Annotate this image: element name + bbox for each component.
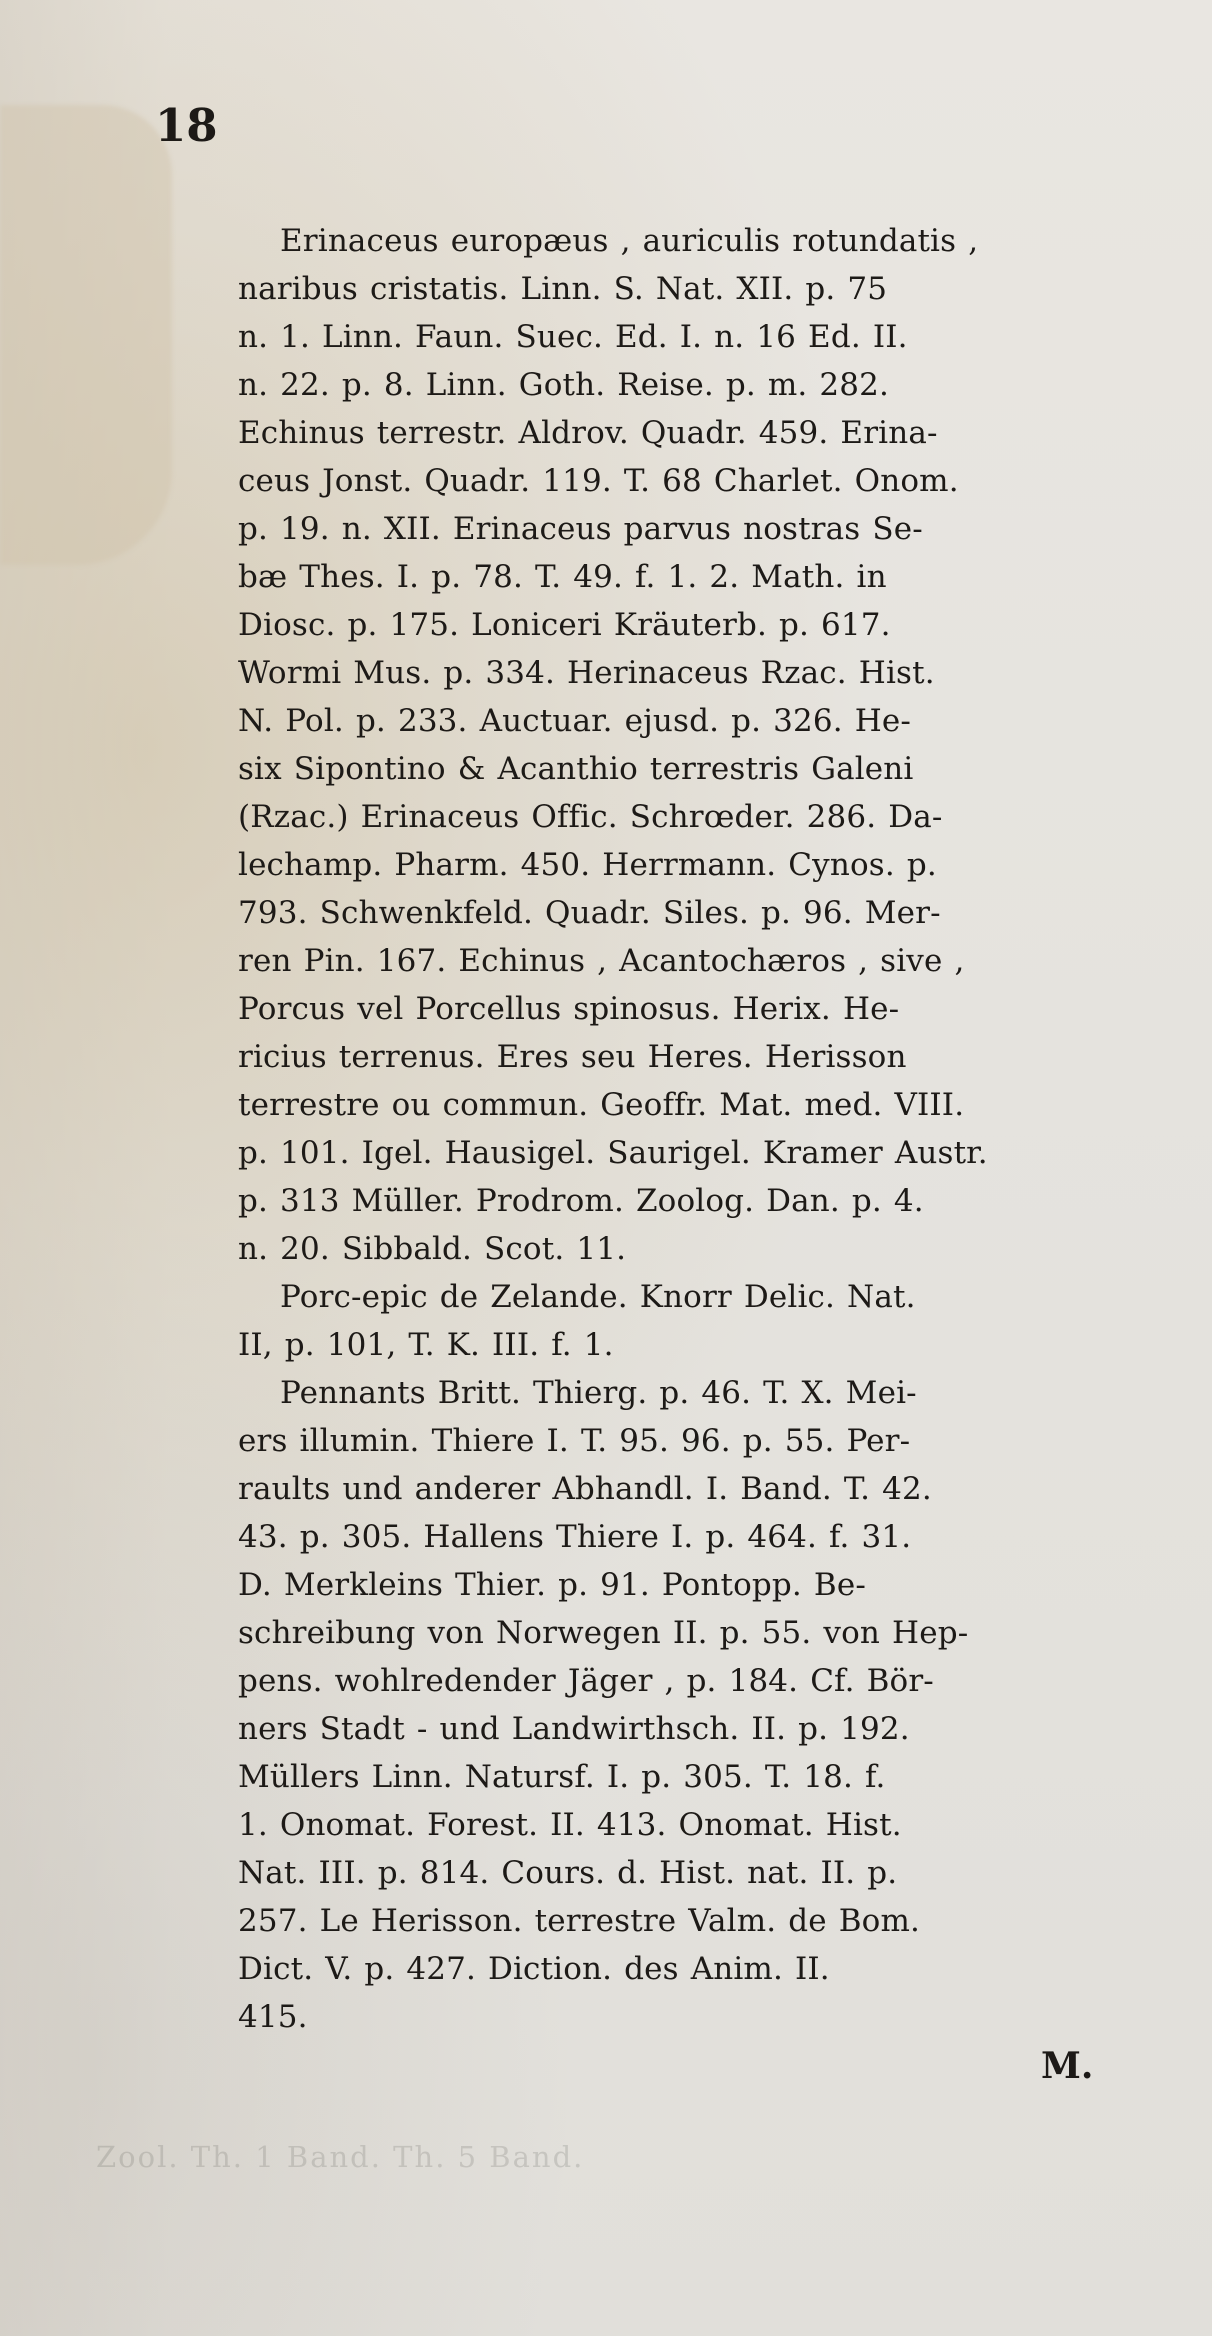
text-line: n. 1. Linn. Faun. Suec. Ed. I. n. 16 Ed. II. — [238, 319, 908, 355]
text-line: Müllers Linn. Natursf. I. p. 305. T. 18. f. — [238, 1759, 886, 1795]
text-line: 793. Schwenkfeld. Quadr. Siles. p. 96. Mer- — [238, 895, 941, 931]
paragraph-3 — [238, 1369, 1178, 2041]
text-line: N. Pol. p. 233. Auctuar. ejusd. p. 326. He- — [238, 703, 912, 739]
text-line: 43. p. 305. Hallens Thiere I. p. 464. f. 31. — [238, 1519, 912, 1555]
text-line: Echinus terrestr. Aldrov. Quadr. 459. Erina- — [238, 415, 938, 451]
text-line: p. 101. Igel. Hausigel. Saurigel. Kramer Austr. — [238, 1135, 988, 1171]
text-line: II, p. 101, T. K. III. f. 1. — [238, 1327, 614, 1363]
text-line: (Rzac.) Erinaceus Offic. Schrœder. 286. Da- — [238, 799, 943, 835]
text-line: Pennants Britt. Thierg. p. 46. T. X. Mei- — [280, 1375, 917, 1411]
text-line: 257. Le Herisson. terrestre Valm. de Bom. — [238, 1903, 921, 1939]
text-line: p. 313 Müller. Prodrom. Zoolog. Dan. p. 4. — [238, 1183, 924, 1219]
text-line: lechamp. Pharm. 450. Herrmann. Cynos. p. — [238, 847, 937, 883]
page-number: 18 — [155, 99, 218, 152]
text-line: Dict. V. p. 427. Diction. des Anim. II. — [238, 1951, 830, 1987]
paper-stain — [0, 105, 172, 565]
text-line: pens. wohlredender Jäger , p. 184. Cf. Bör- — [238, 1663, 934, 1699]
text-line: Diosc. p. 175. Loniceri Kräuterb. p. 617. — [238, 607, 891, 643]
text-line: p. 19. n. XII. Erinaceus parvus nostras Se- — [238, 511, 923, 547]
text-line: n. 20. Sibbald. Scot. 11. — [238, 1231, 627, 1267]
text-line: ren Pin. 167. Echinus , Acantochæros , sive , — [238, 943, 965, 979]
text-line: D. Merkleins Thier. p. 91. Pontopp. Be- — [238, 1567, 866, 1603]
text-line: ers illumin. Thiere I. T. 95. 96. p. 55. Per- — [238, 1423, 911, 1459]
text-line: schreibung von Norwegen II. p. 55. von Hep- — [238, 1615, 969, 1651]
main-text-block — [238, 217, 1178, 2041]
text-line: naribus cristatis. Linn. S. Nat. XII. p. 75 — [238, 271, 888, 307]
text-line: 1. Onomat. Forest. II. 413. Onomat. Hist. — [238, 1807, 902, 1843]
text-line: ners Stadt - und Landwirthsch. II. p. 192. — [238, 1711, 910, 1747]
text-line: terrestre ou commun. Geoffr. Mat. med. VIII. — [238, 1087, 965, 1123]
text-line: Wormi Mus. p. 334. Herinaceus Rzac. Hist. — [238, 655, 935, 691]
text-line: Nat. III. p. 814. Cours. d. Hist. nat. II. p. — [238, 1855, 898, 1891]
text-line: raults und anderer Abhandl. I. Band. T. 42. — [238, 1471, 932, 1507]
text-line: n. 22. p. 8. Linn. Goth. Reise. p. m. 282. — [238, 367, 890, 403]
text-line: ceus Jonst. Quadr. 119. T. 68 Charlet. Onom. — [238, 463, 959, 499]
text-line: bæ Thes. I. p. 78. T. 49. f. 1. 2. Math. in — [238, 559, 887, 595]
text-line: six Sipontino & Acanthio terrestris Galeni — [238, 751, 914, 787]
text-line: 415. — [238, 1999, 308, 2035]
text-line: ricius terrenus. Eres seu Heres. Herisson — [238, 1039, 907, 1075]
text-line: Erinaceus europæus , auriculis rotundatis , — [280, 223, 979, 259]
catchword: M. — [1041, 2045, 1094, 2087]
bleed-through-text: Zool. Th. 1 Band. Th. 5 Band. — [96, 2140, 585, 2174]
text-line: Porcus vel Porcellus spinosus. Herix. He- — [238, 991, 900, 1027]
text-line: Porc-epic de Zelande. Knorr Delic. Nat. — [280, 1279, 916, 1315]
paragraph-2 — [238, 1273, 1178, 1369]
paragraph-1 — [238, 217, 1178, 1273]
